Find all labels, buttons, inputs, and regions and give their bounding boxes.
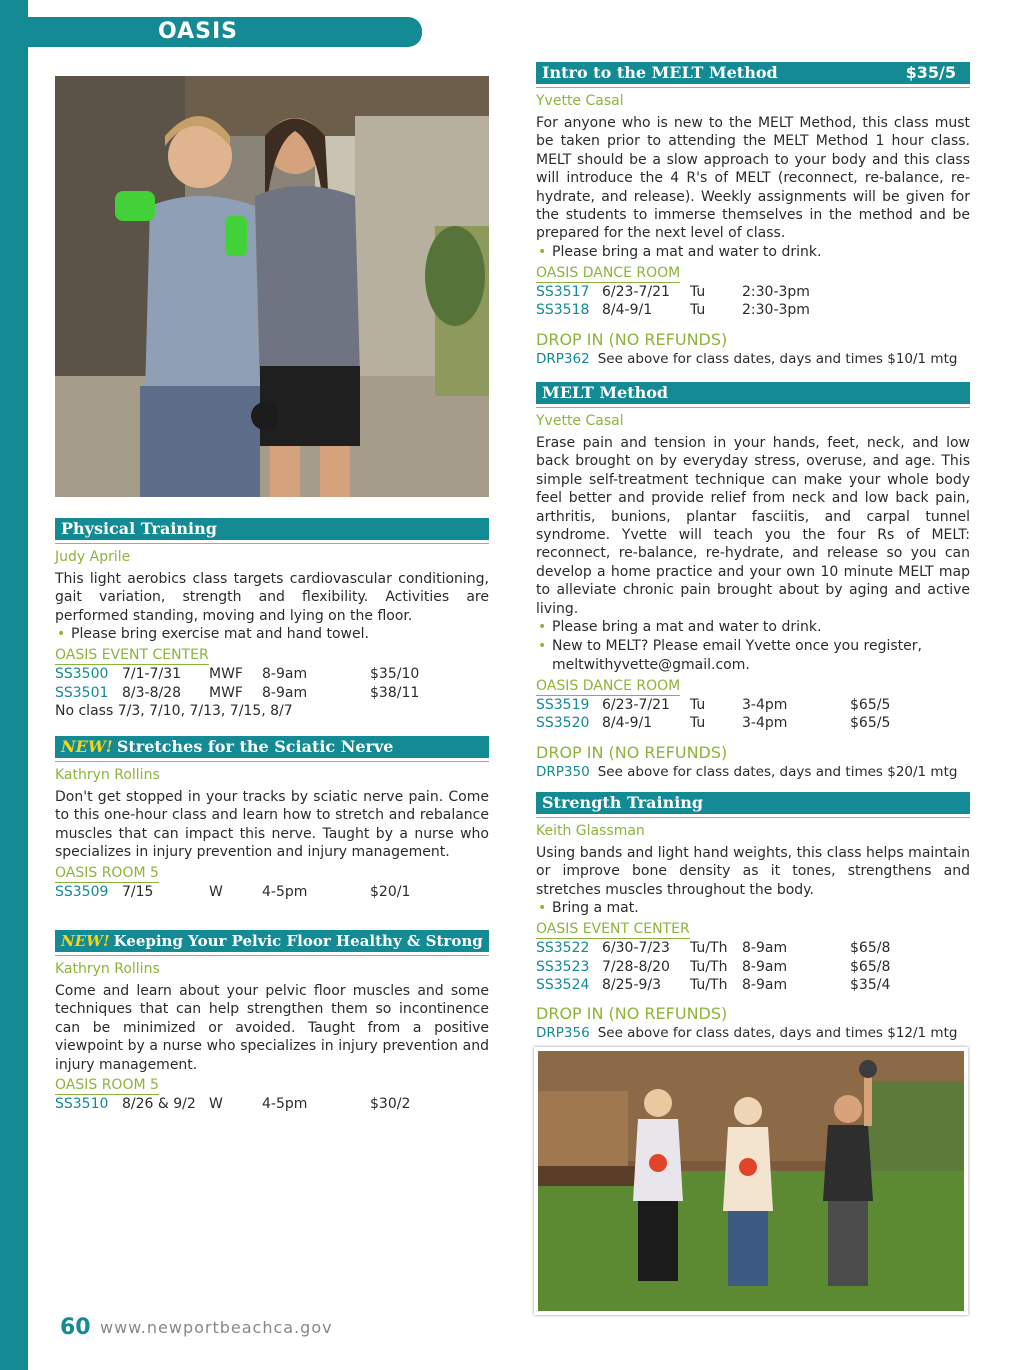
- time: 8-9am: [262, 666, 308, 683]
- time: 8-9am: [262, 684, 308, 701]
- class-code[interactable]: SS3523: [536, 958, 590, 975]
- bullet-note: • Please bring a mat and water to drink.: [536, 243, 970, 262]
- days: Tu: [690, 715, 706, 732]
- class-title: Strength Training: [542, 793, 704, 812]
- dropin-text: See above for class dates, days and times $10/1 mtg: [597, 350, 958, 367]
- fee: $65/5: [850, 715, 891, 732]
- dates: 6/30-7/23: [602, 940, 670, 957]
- class-sciatic-nerve: [55, 736, 489, 901]
- schedule-row: [536, 714, 970, 732]
- new-badge: NEW!: [61, 737, 113, 756]
- class-code[interactable]: SS3517: [536, 283, 590, 300]
- dropin-row: [536, 1024, 970, 1042]
- class-price: $35/5: [905, 63, 956, 82]
- class-code[interactable]: SS3518: [536, 302, 590, 319]
- schedule-row: [536, 976, 970, 994]
- fee: $20/1: [370, 883, 411, 900]
- time: 8-9am: [742, 940, 788, 957]
- dates: 8/25-9/3: [602, 977, 662, 993]
- class-code[interactable]: SS3522: [536, 940, 590, 957]
- days: Tu: [690, 302, 706, 319]
- instructor-name: Yvette Casal: [536, 93, 624, 109]
- divider: [55, 954, 489, 956]
- class-title-bar: [536, 62, 970, 84]
- dropin-row: [536, 763, 970, 781]
- location-link[interactable]: OASIS EVENT CENTER: [536, 921, 690, 938]
- class-description: Come and learn about your pelvic floor muscles and some techniques that can help strengthen them so incontinence can be minimized or avoided. Taught from a positive viewpoint by a nurse who specializes in injury prevention and injury management.: [55, 983, 489, 1073]
- dropin-code[interactable]: DRP356: [536, 1025, 590, 1042]
- class-code[interactable]: SS3501: [55, 684, 109, 701]
- dates: 6/23-7/21: [602, 697, 670, 714]
- class-title: MELT Method: [542, 383, 669, 402]
- class-title-bar: [55, 518, 489, 540]
- divider: [55, 542, 489, 544]
- schedule-row: [536, 958, 970, 976]
- class-code[interactable]: SS3519: [536, 697, 590, 714]
- days: Tu/Th: [690, 977, 728, 993]
- schedule-row: [536, 939, 970, 957]
- class-description: This light aerobics class targets cardiovascular conditioning, gait variation, strength and flexibility. Activities are performed standing, moving and lying on the floor.: [55, 571, 489, 624]
- class-pelvic-floor: [55, 930, 489, 1113]
- time: 2:30-3pm: [742, 302, 810, 319]
- days: Tu/Th: [690, 958, 728, 975]
- dropin-heading: DROP IN (NO REFUNDS): [536, 329, 728, 349]
- section-header: [28, 17, 422, 47]
- class-title-bar: [55, 930, 489, 952]
- schedule-row: [55, 684, 489, 702]
- days: MWF: [209, 684, 243, 701]
- fee: $30/2: [370, 1096, 411, 1113]
- days: Tu/Th: [690, 940, 728, 957]
- time: 2:30-3pm: [742, 283, 810, 300]
- dates: 8/4-9/1: [602, 302, 653, 319]
- class-title: Intro to the MELT Method: [542, 63, 778, 82]
- class-description: Don't get stopped in your tracks by sciatic nerve pain. Come to this one-hour class and learn how to stretch and rebalance muscles that can impact this nerve. Taught by a nurse who specializes in injury prevention and injury management.: [55, 789, 489, 861]
- bullet-note: • Please bring exercise mat and hand towel.: [55, 625, 489, 644]
- class-intro-melt: [536, 62, 970, 368]
- class-strength-training: [536, 792, 970, 1042]
- dropin-heading: DROP IN (NO REFUNDS): [536, 742, 728, 762]
- class-physical-training: [55, 518, 489, 720]
- dropin-text: See above for class dates, days and times $20/1 mtg: [597, 763, 958, 780]
- divider: [536, 86, 970, 88]
- dates: 7/28-8/20: [602, 958, 670, 975]
- bullet-note: • New to MELT? Please email Yvette once you register, meltwithyvette@gmail.com.: [536, 637, 970, 675]
- new-badge: NEW!: [61, 932, 110, 950]
- location-link[interactable]: OASIS ROOM 5: [55, 864, 159, 881]
- instructor-name: Judy Aprile: [55, 549, 131, 565]
- class-title-bar: [536, 382, 970, 404]
- class-code[interactable]: SS3509: [55, 883, 109, 900]
- class-title-bar: [536, 792, 970, 814]
- dropin-code[interactable]: DRP362: [536, 350, 590, 367]
- class-melt-method: [536, 382, 970, 781]
- dates: 8/4-9/1: [602, 715, 653, 732]
- class-description: Erase pain and tension in your hands, feet, neck, and low back brought on by everyday stress, overuse, and age. This simple self-treatment technique can make your whole body feel better and provide relief from neck and low back pain, arthritis, bunions, plantar fasciitis, and carpal tunnel syndrome. Yvette will teach you the four Rs of MELT: reconnect, re-balance, re-hydrate, and release so you can develop a home practice and your own 10 minute MELT map to alleviate chronic pain brought about by aging and active living.: [536, 435, 970, 617]
- time: 4-5pm: [262, 883, 308, 900]
- dropin-code[interactable]: DRP350: [536, 763, 590, 780]
- bullet-note: • Bring a mat.: [536, 899, 970, 918]
- class-description: For anyone who is new to the MELT Method, this class must be taken prior to attending the MELT Method 1 hour class. MELT should be a slow approach to your body and this class will introduce the 4 R's of MELT (reconnect, re-balance, re-hydrate, and release). Weekly assignments will be given for the students to immerse themselves in the method and be prepared for the next level of class.: [536, 115, 970, 242]
- fee: $65/5: [850, 697, 891, 714]
- class-code[interactable]: SS3500: [55, 666, 109, 683]
- photo-strength-training: [534, 1047, 968, 1315]
- dates: 8/3-8/28: [122, 684, 182, 701]
- photo-physical-training: [55, 76, 489, 497]
- dates: 7/1-7/31: [122, 666, 182, 683]
- class-title: Physical Training: [61, 519, 217, 538]
- days: W: [209, 883, 223, 900]
- instructor-name: Kathryn Rollins: [55, 961, 160, 977]
- dates: 7/15: [122, 883, 154, 900]
- no-class-note: No class 7/3, 7/10, 7/13, 7/15, 8/7: [55, 703, 293, 719]
- days: W: [209, 1096, 223, 1113]
- fee: $35/10: [370, 666, 420, 683]
- class-title: Keeping Your Pelvic Floor Healthy & Strong: [113, 932, 483, 950]
- schedule-row: [536, 283, 970, 301]
- schedule-row: [55, 1095, 489, 1113]
- fee: $35/4: [850, 977, 891, 993]
- section-title: OASIS: [158, 19, 239, 44]
- location-link[interactable]: OASIS DANCE ROOM: [536, 264, 681, 281]
- left-accent-strip: [0, 0, 28, 1370]
- fee: $38/11: [370, 684, 420, 701]
- dropin-row: [536, 350, 970, 368]
- divider: [536, 406, 970, 408]
- instructor-name: Kathryn Rollins: [55, 767, 160, 783]
- class-code[interactable]: SS3520: [536, 715, 590, 732]
- fee: $65/8: [850, 958, 891, 975]
- location-link[interactable]: OASIS EVENT CENTER: [55, 647, 209, 664]
- class-code[interactable]: SS3524: [536, 977, 590, 993]
- time: 3-4pm: [742, 715, 788, 732]
- class-description: Using bands and light hand weights, this class helps maintain or improve bone density as it tones, strengthens and stretches muscles throughout the body.: [536, 845, 970, 898]
- fee: $65/8: [850, 940, 891, 957]
- instructor-name: Keith Glassman: [536, 823, 645, 839]
- divider: [536, 816, 970, 818]
- time: 4-5pm: [262, 1096, 308, 1113]
- schedule-row: [536, 696, 970, 714]
- page-number: 60: [60, 1315, 91, 1340]
- dropin-heading: DROP IN (NO REFUNDS): [536, 1004, 728, 1024]
- dates: 8/26 & 9/2: [122, 1096, 196, 1113]
- class-code[interactable]: SS3510: [55, 1096, 109, 1113]
- days: MWF: [209, 666, 243, 683]
- dropin-text: See above for class dates, days and times $12/1 mtg: [597, 1025, 958, 1042]
- schedule-row: [55, 665, 489, 683]
- schedule-row: [536, 301, 970, 319]
- class-title-bar: [55, 736, 489, 758]
- website-url[interactable]: www.newportbeachca.gov: [100, 1318, 333, 1337]
- location-link[interactable]: OASIS DANCE ROOM: [536, 678, 681, 695]
- location-link[interactable]: OASIS ROOM 5: [55, 1077, 159, 1094]
- time: 3-4pm: [742, 697, 788, 714]
- days: Tu: [690, 697, 706, 714]
- instructor-name: Yvette Casal: [536, 413, 624, 429]
- bullet-note: • Please bring a mat and water to drink.: [536, 618, 970, 637]
- schedule-row: [55, 883, 489, 901]
- days: Tu: [690, 283, 706, 300]
- dates: 6/23-7/21: [602, 283, 670, 300]
- divider: [55, 760, 489, 762]
- time: 8-9am: [742, 958, 788, 975]
- time: 8-9am: [742, 977, 788, 993]
- class-title: Stretches for the Sciatic Nerve: [116, 737, 394, 756]
